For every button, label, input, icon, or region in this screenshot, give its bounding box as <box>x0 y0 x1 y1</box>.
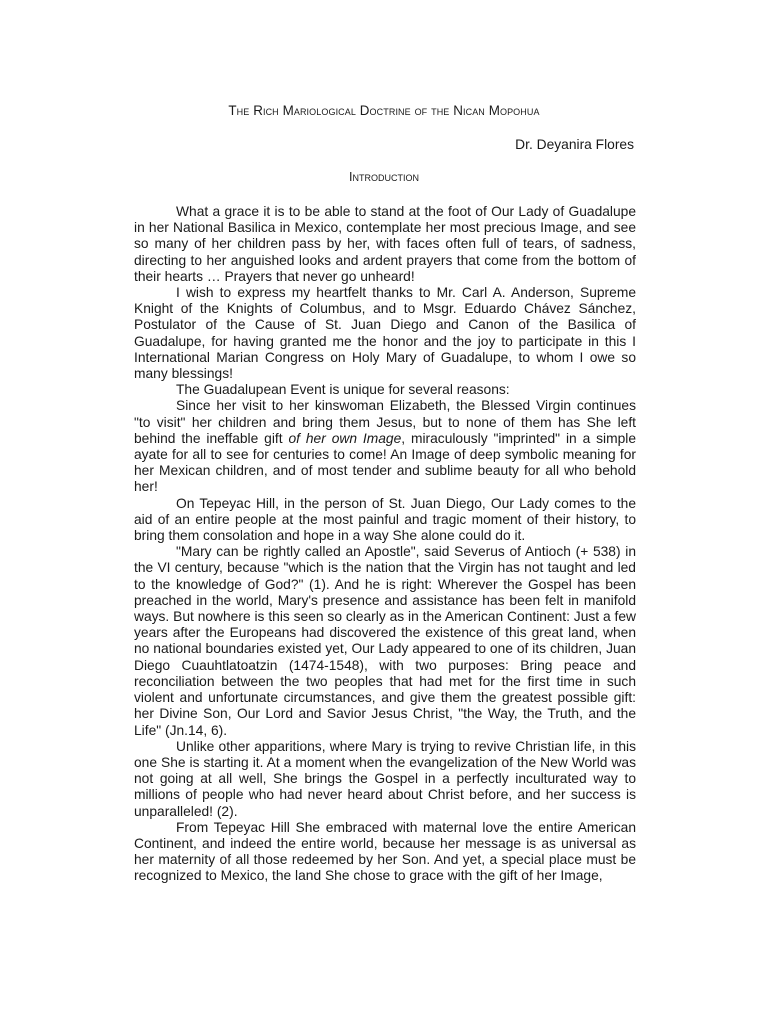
paragraph: "Mary can be rightly called an Apostle", said Severus of Antioch (+ 538) in the VI century, because "which is the nation that the Virgin has not taught and led to the knowledge of God?" (1). And he is right: Wherever the Gospel has been preached in the world, Mary's presence and assistance has been felt in manifold ways. But nowhere is this seen so clearly as in the American Continent: Just a few years after the Europeans had discovered the existence of this great land, when no national boundaries existed yet, Our Lady appeared to one of its children, Juan Diego Cuauhtlatoatzin (1474-1548), with two purposes: Bring peace and reconciliation between the two peoples that had met for the first time in such violent and unfortunate circumstances, and give them the greatest possible gift: her Divine Son, Our Lord and Savior Jesus Christ, "the Way, the Truth, and the Life" (Jn.14, 6). <box>134 544 636 738</box>
section-heading: Introduction <box>349 170 419 184</box>
paragraph: On Tepeyac Hill, in the person of St. Juan Diego, Our Lady comes to the aid of an entire people at the most painful and tragic moment of their history, to bring them consolation and hope in a way She alone could do it. <box>134 495 636 544</box>
document-title: The Rich Mariological Doctrine of the Nican Mopohua <box>228 103 540 118</box>
emphasized-text: of her own Image <box>288 430 402 446</box>
author-name: Dr. Deyanira Flores <box>515 137 634 152</box>
paragraph: I wish to express my heartfelt thanks to Mr. Carl A. Anderson, Supreme Knight of the Knights of Columbus, and to Msgr. Eduardo Chávez Sánchez, Postulator of the Cause of St. Juan Diego and Canon of the Basilica of Guadalupe, for having granted me the honor and the joy to participate in this I International Marian Congress on Holy Mary of Guadalupe, to whom I owe so many blessings! <box>134 285 636 382</box>
paragraph: Unlike other apparitions, where Mary is trying to revive Christian life, in this one She is starting it. At a moment when the evangelization of the New World was not going at all well, She brings the Gospel in a perfectly inculturated way to millions of people who had never heard about Christ before, and her success is unparalleled! (2). <box>134 738 636 819</box>
paragraph: What a grace it is to be able to stand at the foot of Our Lady of Guadalupe in her National Basilica in Mexico, contemplate her most precious Image, and see so many of her children pass by her, with faces often full of tears, of sadness, directing to her anguished looks and ardent prayers that come from the bottom of their hearts … Prayers that never go unheard! <box>134 204 636 284</box>
paragraph: From Tepeyac Hill She embraced with maternal love the entire American Continent, and indeed the entire world, because her message is as universal as her maternity of all those redeemed by her Son. And yet, a special place must be recognized to Mexico, the land She chose to grace with the gift of her Image, <box>134 819 636 884</box>
body-text <box>134 204 636 885</box>
paragraph-text: Since her visit to her kinswoman Elizabeth, the Blessed Virgin continues "to visit" her children and bring them Jesus, but to none of them has She left behind the ineffable gift <box>134 398 636 446</box>
paragraph: The Guadalupean Event is unique for several reasons: <box>176 382 510 398</box>
paragraph <box>134 398 636 495</box>
paragraph-text: , miraculously "imprinted" in a simple ayate for all to see for centuries to come! An Image of deep symbolic meaning for her Mexican children, and of most tender and sublime beauty for all who behold her! <box>134 430 636 495</box>
